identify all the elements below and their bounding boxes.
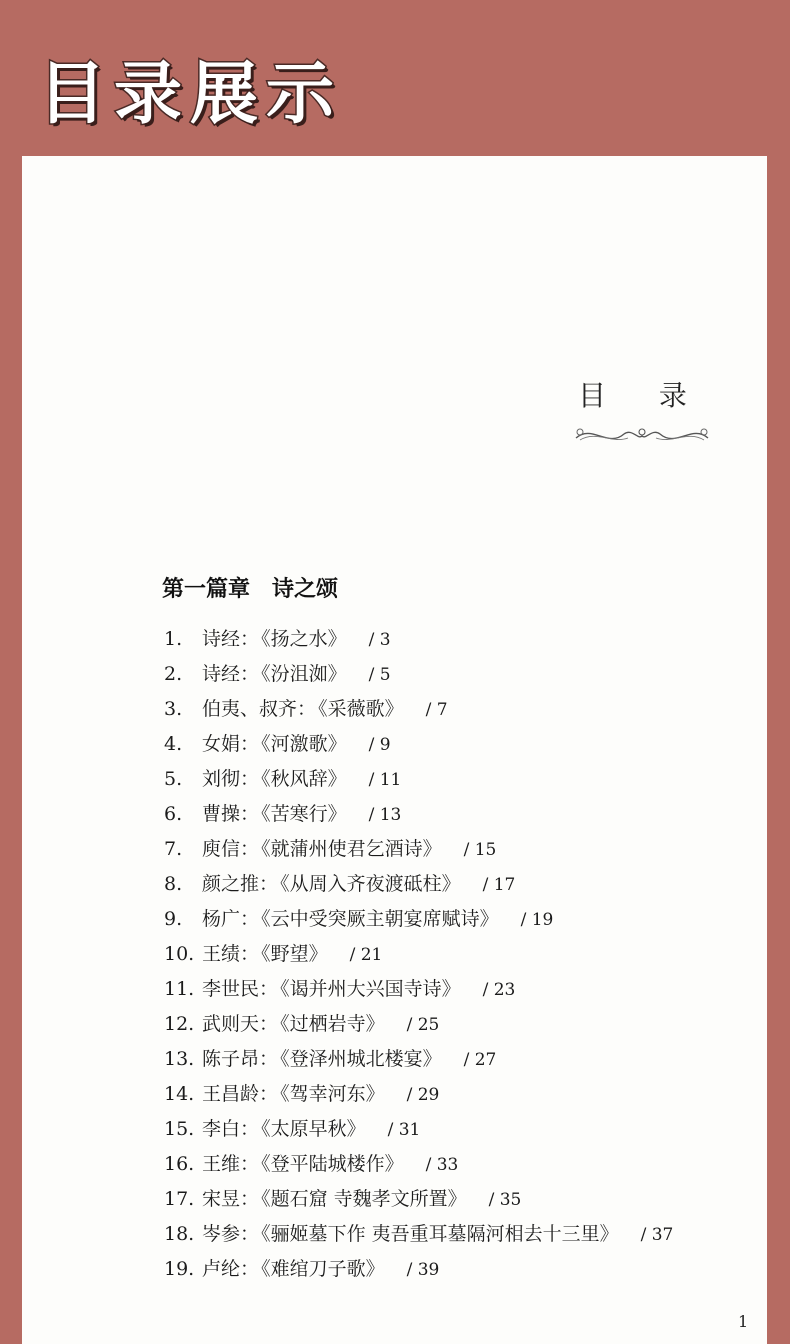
entry-author: 杨广： (202, 908, 260, 930)
entry-author: 曹操： (202, 803, 260, 825)
entry-number: 7. (164, 838, 183, 860)
entry-work: 《登泽州城北楼宴》 (280, 1048, 442, 1070)
entry-number: 12. (164, 1013, 195, 1035)
entry-number: 10. (164, 943, 195, 965)
toc-entry[interactable] (164, 622, 673, 657)
entry-page: / 3 (368, 630, 391, 650)
entry-work: 《河激歌》 (261, 733, 347, 755)
toc-list (164, 622, 673, 1287)
entry-page: / 15 (463, 840, 497, 860)
toc-heading: 目 录 (578, 379, 709, 412)
toc-entry[interactable] (164, 797, 673, 832)
toc-entry[interactable] (164, 1077, 673, 1112)
entry-number: 2. (164, 663, 183, 685)
entry-page: / 37 (640, 1225, 674, 1245)
entry-work: 《从周入齐夜渡砥柱》 (280, 873, 461, 895)
entry-number: 16. (164, 1153, 195, 1175)
entry-work: 《苦寒行》 (261, 803, 347, 825)
entry-author: 诗经： (202, 663, 260, 685)
entry-page: / 29 (406, 1085, 440, 1105)
entry-page: / 21 (349, 945, 383, 965)
ornament-flourish-icon (572, 420, 712, 450)
entry-author: 岑参： (202, 1223, 260, 1245)
entry-number: 18. (164, 1223, 195, 1245)
entry-page: / 39 (406, 1260, 440, 1280)
toc-entry[interactable] (164, 762, 673, 797)
toc-entry[interactable] (164, 1182, 673, 1217)
toc-entry[interactable] (164, 867, 673, 902)
entry-number: 15. (164, 1118, 195, 1140)
chapter-title: 第一篇章 诗之颂 (162, 577, 339, 602)
toc-entry[interactable] (164, 902, 673, 937)
entry-number: 9. (164, 908, 183, 930)
entry-work: 《秋风辞》 (261, 768, 347, 790)
entry-work: 《就蒲州使君乞酒诗》 (261, 838, 442, 860)
toc-entry[interactable] (164, 1112, 673, 1147)
toc-entry[interactable] (164, 832, 673, 867)
entry-work: 《汾沮洳》 (261, 663, 347, 685)
toc-entry[interactable] (164, 1147, 673, 1182)
entry-author: 诗经： (202, 628, 260, 650)
entry-page: / 17 (482, 875, 516, 895)
toc-entry[interactable] (164, 1217, 673, 1252)
entry-work: 《云中受突厥主朝宴席赋诗》 (261, 908, 499, 930)
entry-number: 1. (164, 628, 183, 650)
entry-page: / 9 (368, 735, 391, 755)
entry-number: 19. (164, 1258, 195, 1280)
page-number: 1 (738, 1312, 749, 1331)
toc-entry[interactable] (164, 1007, 673, 1042)
entry-number: 14. (164, 1083, 195, 1105)
entry-page: / 27 (463, 1050, 497, 1070)
entry-author: 女娟： (202, 733, 260, 755)
toc-entry[interactable] (164, 1042, 673, 1077)
entry-author: 王绩： (202, 943, 260, 965)
toc-entry[interactable] (164, 937, 673, 972)
entry-author: 李白： (202, 1118, 260, 1140)
entry-number: 5. (164, 768, 183, 790)
entry-author: 伯夷、叔齐： (202, 698, 317, 720)
entry-page: / 7 (425, 700, 448, 720)
entry-work: 《难绾刀子歌》 (261, 1258, 385, 1280)
entry-author: 庾信： (202, 838, 260, 860)
entry-author: 卢纶： (202, 1258, 260, 1280)
toc-entry[interactable] (164, 972, 673, 1007)
entry-author: 陈子昂： (202, 1048, 279, 1070)
entry-page: / 23 (482, 980, 516, 1000)
entry-work: 《太原早秋》 (261, 1118, 366, 1140)
entry-work: 《题石窟 寺魏孝文所置》 (261, 1188, 467, 1210)
entry-page: / 31 (387, 1120, 421, 1140)
toc-entry[interactable] (164, 692, 673, 727)
entry-author: 王昌龄： (202, 1083, 279, 1105)
entry-work: 《谒并州大兴国寺诗》 (280, 978, 461, 1000)
entry-author: 宋昱： (202, 1188, 260, 1210)
entry-page: / 19 (520, 910, 554, 930)
entry-number: 11. (164, 978, 195, 1000)
entry-author: 李世民： (202, 978, 279, 1000)
entry-number: 6. (164, 803, 183, 825)
entry-page: / 33 (425, 1155, 459, 1175)
entry-number: 8. (164, 873, 183, 895)
entry-work: 《骊姬墓下作 夷吾重耳墓隔河相去十三里》 (261, 1223, 619, 1245)
toc-entry[interactable] (164, 727, 673, 762)
entry-author: 刘彻： (202, 768, 260, 790)
toc-entry[interactable] (164, 1252, 673, 1287)
banner-title: 目录展示 (38, 55, 343, 134)
entry-page: / 25 (406, 1015, 440, 1035)
entry-page: / 13 (368, 805, 402, 825)
entry-work: 《采薇歌》 (318, 698, 404, 720)
entry-work: 《过栖岩寺》 (280, 1013, 385, 1035)
toc-entry[interactable] (164, 657, 673, 692)
entry-author: 颜之推： (202, 873, 279, 895)
entry-work: 《扬之水》 (261, 628, 347, 650)
entry-author: 武则天： (202, 1013, 279, 1035)
entry-work: 《驾幸河东》 (280, 1083, 385, 1105)
entry-work: 《野望》 (261, 943, 328, 965)
entry-number: 3. (164, 698, 183, 720)
entry-number: 13. (164, 1048, 195, 1070)
entry-number: 4. (164, 733, 183, 755)
entry-number: 17. (164, 1188, 195, 1210)
entry-page: / 5 (368, 665, 391, 685)
entry-page: / 35 (488, 1190, 522, 1210)
entry-work: 《登平陆城楼作》 (261, 1153, 404, 1175)
entry-author: 王维： (202, 1153, 260, 1175)
entry-page: / 11 (368, 770, 402, 790)
